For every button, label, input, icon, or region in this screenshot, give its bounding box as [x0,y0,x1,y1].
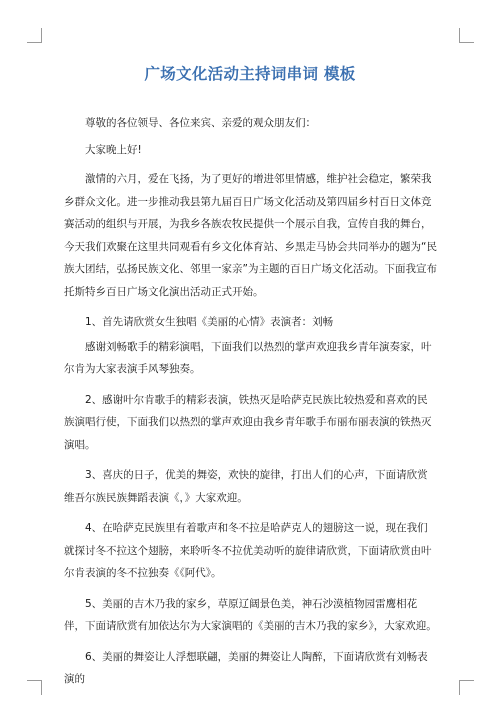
program-item-5: 5、美丽的吉木乃我的家乡，草原辽阔景色美，神石沙漠植物园雷鹰相花伴，下面请欣赏有加依达尔为大家演唱的《美丽的吉木乃我的家乡》，大家欢迎。 [64,597,437,632]
crop-mark-bottom-left [27,680,42,695]
crop-mark-top-right [459,28,474,43]
program-item-2: 2、感谢叶尔肯歌手的精彩表演，铁热灭是哈萨克民族比较热爱和喜欢的民族演唱行使，下面我们以热烈的掌声欢迎由我乡青年歌手布丽布丽表演的铁热灭演唱。 [64,393,432,451]
greeting-paragraph: 尊敬的各位领导、各位来宾、亲爱的观众朋友们： [85,117,316,129]
program-item-1: 1、首先请欣赏女生独唱《美丽的心情》表演者：刘畅 [85,316,334,328]
program-item-4: 4、在哈萨克民族里有着歌声和冬不拉是哈萨克人的翅膀这一说，现在我们就探讨冬不拉这个翅膀，来聆听冬不拉优美动听的旋律请欣赏，下面请欣赏由叶尔肯表演的冬不拉独奏《《阿代》。 [64,522,432,579]
document-title: 广场文化活动主持词串词 模板 [144,65,356,83]
program-item-3: 3、喜庆的日子，优美的舞姿，欢快的旋律，打出人们的心声，下面请欣赏维吾尔族民族舞蹈表演《，》大家欢迎。 [64,469,428,504]
hello-paragraph: 大家晚上好! [85,143,142,156]
document-body [64,112,438,699]
crop-mark-top-left [27,28,42,43]
program-item-1-followup: 感谢刘畅歌手的精彩演唱，下面我们以热烈的掌声欢迎我乡青年演奏家，叶尔肯为大家表演手风琴独奏。 [64,340,432,375]
intro-paragraph: 激情的六月，爱在飞扬，为了更好的增进邻里情感，维护社会稳定，繁荣我乡群众文化。进一步推动我县第九届百日广场文化活动及第四届乡村百日文体竞赛活动的组织与开展，为我乡各族农牧民提供一个展示自我，宣传自我的舞台，今天我们欢聚在这里共同观看有乡文化体育站、乡黑走马协会共同举办的题为“民族大团结，弘扬民族文化、邻里一家亲”为主题的百日广场文化活动。下面我宣布托斯特乡百日广场文化演出活动正式开始。 [64,173,437,298]
crop-mark-bottom-right [459,680,474,695]
program-item-6: 6、美丽的舞姿让人浮想联翩，美丽的舞姿让人陶醉，下面请欣赏有刘畅表演的 [64,650,428,685]
